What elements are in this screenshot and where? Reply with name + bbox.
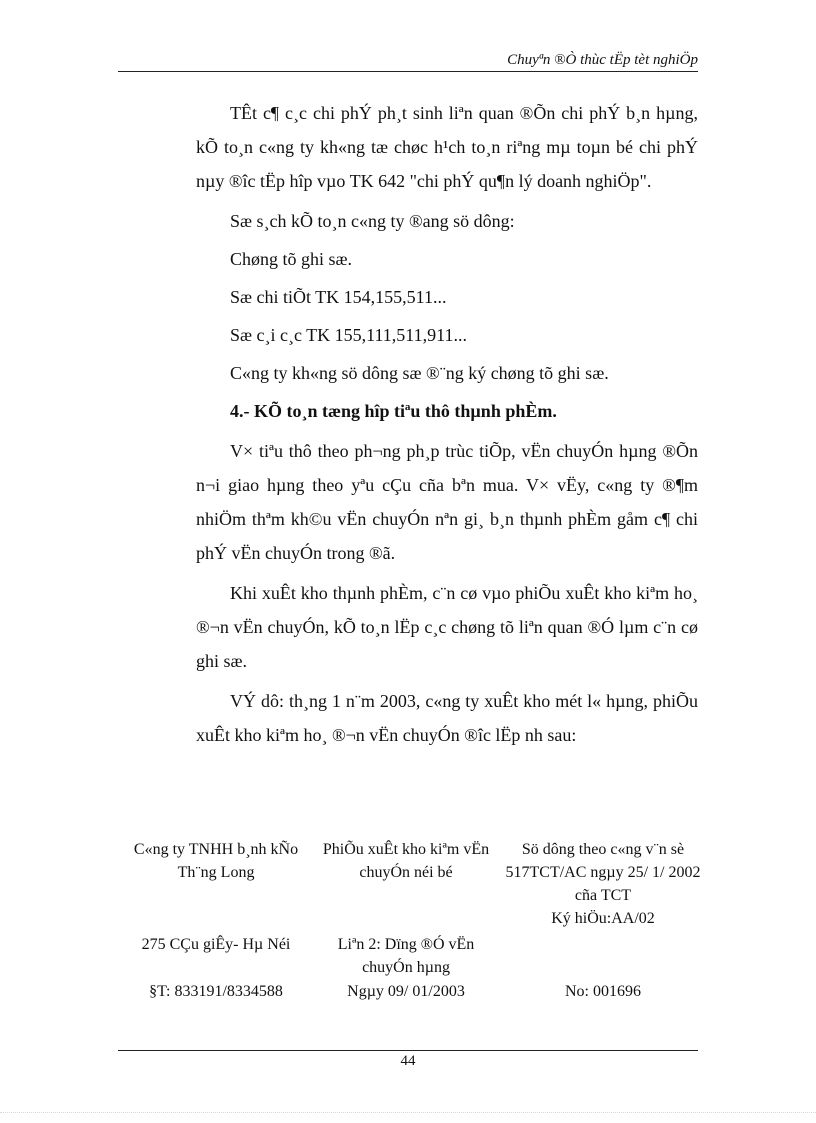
receipt-empty-cell — [500, 933, 706, 979]
receipt-row-1 — [118, 838, 706, 930]
books-note: C«ng ty kh«ng sö dông sæ ®¨ng ký chøng tõ ghi sæ. — [230, 363, 609, 383]
books-intro-line: Sæ s¸ch kÕ to¸n c«ng ty ®ang sö dông: — [230, 211, 515, 231]
books-item-vouchers: Chøng tõ ghi sæ. — [230, 249, 353, 269]
receipt-symbol: Ký hiÖu:AA/02 — [551, 910, 655, 927]
receipt-number: No: 001696 — [565, 983, 641, 1000]
receipt-registration-note: Sö dông theo c«ng v¨n sè 517TCT/AC ngµy 25/ 1/ 2002 cña TCT — [505, 841, 701, 904]
books-item-ledger: Sæ c¸i c¸c TK 155,111,511,911... — [230, 325, 467, 345]
receipt-copy-label: Liªn 2: Dïng ®Ó vËn chuyÓn hµng — [337, 936, 475, 976]
receipt-phone: §T: 833191/8334588 — [149, 983, 283, 1000]
paragraph-transport: V× tiªu thô theo ph¬ng ph¸p trùc tiÕp, vËn chuyÓn hµng ®Õn n¬i giao hµng theo yªu cÇu cña bªn mua. V× vËy, c«ng ty ®¶m nhiÖm thªm kh©u vËn chuyÓn nªn gi¸ b¸n thµnh phÈm gåm c¶ chi phÝ vËn chuyÓn trong ®ã. — [196, 441, 698, 563]
receipt-header-block — [118, 838, 706, 1003]
receipt-row-2 — [118, 933, 706, 979]
receipt-address: 275 CÇu giÊy- Hµ Néi — [141, 936, 291, 953]
receipt-date: Ngµy 09/ 01/2003 — [347, 983, 465, 1000]
receipt-row-3 — [118, 980, 706, 1003]
receipt-form-title: PhiÕu xuÊt kho kiªm vËn chuyÓn néi bé — [322, 841, 490, 881]
receipt-registration — [500, 838, 706, 930]
document-body — [196, 96, 698, 752]
paragraph-selling-costs: TÊt c¶ c¸c chi phÝ ph¸t sinh liªn quan ®Õn chi phÝ b¸n hµng, kÕ to¸n c«ng ty kh«ng tæ chøc h¹ch to¸n riªng mµ toµn bé chi phÝ nµy ®îc tËp hîp vµo TK 642 "chi phÝ qu¶n lý doanh nghiÖp". — [196, 103, 698, 191]
books-item-detail: Sæ chi tiÕt TK 154,155,511... — [230, 287, 447, 307]
paragraph-example: VÝ dô: th¸ng 1 n¨m 2003, c«ng ty xuÊt kho mét l« hµng, phiÕu xuÊt kho kiªm ho¸ ®¬n vËn chuyÓn ®îc lËp nh sau: — [196, 691, 698, 745]
section-heading: 4.- KÕ to¸n tæng hîp tiªu thô thµnh phÈm. — [230, 401, 557, 421]
header-divider — [118, 71, 698, 72]
footer-divider — [118, 1050, 698, 1051]
page-bottom-border — [0, 1112, 816, 1113]
receipt-company-name: C«ng ty TNHH b¸nh kÑo Th¨ng Long — [133, 841, 299, 881]
page-header-title: Chuyªn ®Ò thùc tËp tèt nghiÖp — [507, 52, 698, 68]
page-number: 44 — [400, 1053, 416, 1069]
paragraph-issue-procedure: Khi xuÊt kho thµnh phÈm, c¨n cø vµo phiÕu xuÊt kho kiªm ho¸ ®¬n vËn chuyÓn, kÕ to¸n lËp c¸c chøng tõ liªn quan ®Ó lµm c¨n cø ghi sæ. — [196, 583, 698, 671]
